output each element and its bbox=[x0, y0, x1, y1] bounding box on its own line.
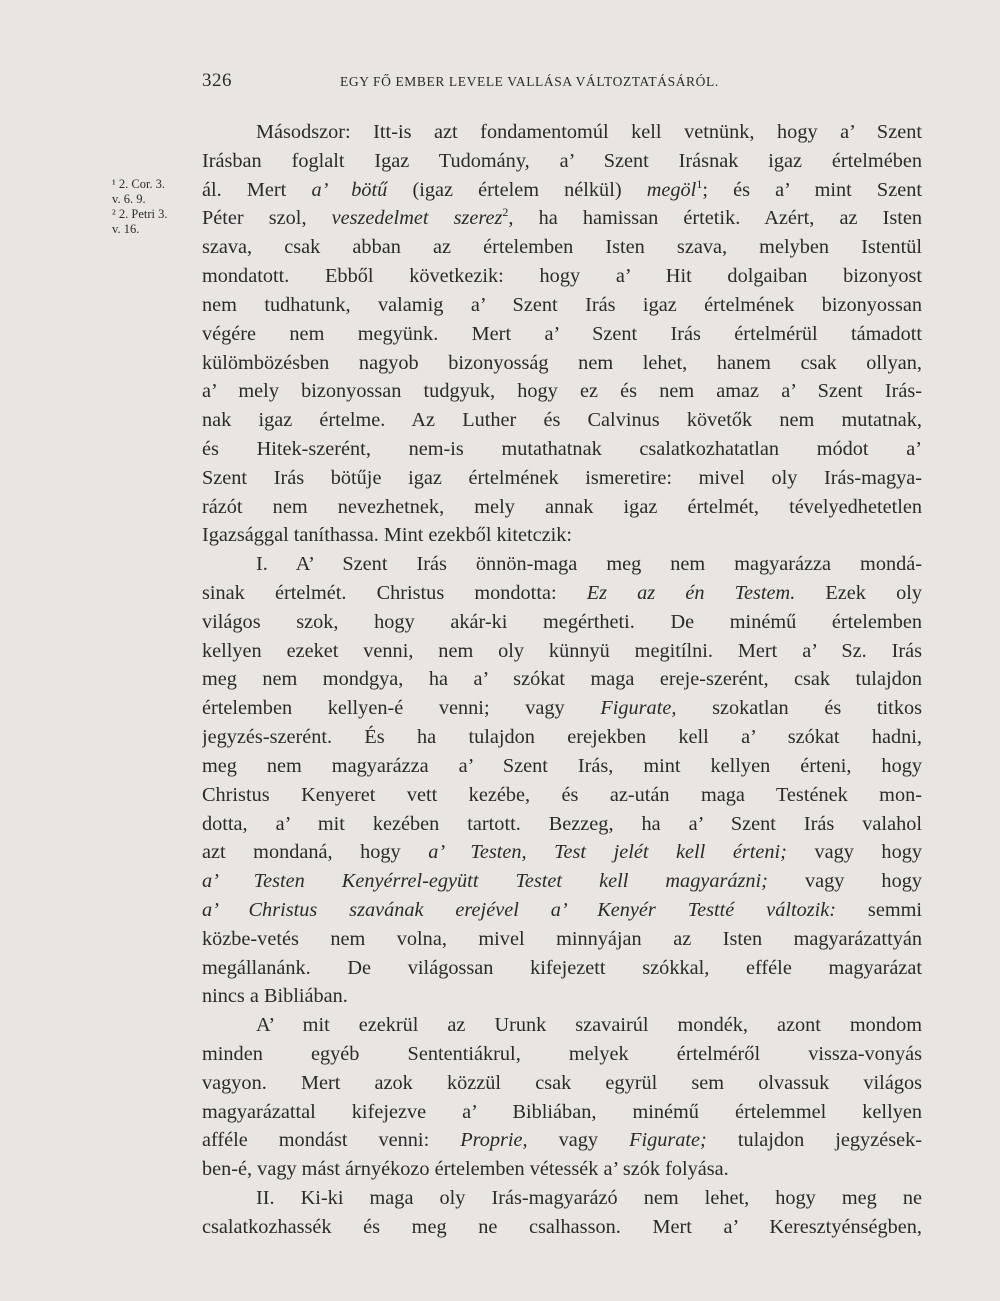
text-segment: I. A’ Szent Irás önnön-maga meg nem magyarázza mondá- bbox=[256, 553, 922, 576]
text-segment: A’ mit ezekrül az Urunk szavairúl mondék, azont mondom bbox=[256, 1014, 922, 1037]
text-segment: Figurate; bbox=[629, 1129, 707, 1152]
text-segment: , ha hamissan értetik. Azért, az Isten bbox=[508, 207, 922, 230]
text-line bbox=[202, 954, 922, 983]
text-line bbox=[202, 723, 922, 752]
text-segment: afféle mondást venni: bbox=[202, 1129, 461, 1152]
text-segment: semmi bbox=[836, 898, 922, 921]
text-line bbox=[202, 1126, 922, 1155]
text-segment: a’ Testen Kenyérrel-együtt Testet kell magyarázni; bbox=[202, 870, 768, 893]
text-line bbox=[202, 1011, 922, 1040]
text-segment: közbe-vetés nem volna, mivel minnyájan az Isten magyarázattyán bbox=[202, 927, 922, 950]
text-segment: II. Ki-ki maga oly Irás-magyarázó nem lehet, hogy meg ne bbox=[256, 1187, 922, 1210]
text-line bbox=[202, 406, 922, 435]
text-line bbox=[202, 493, 922, 522]
text-segment: Ezek oly bbox=[795, 582, 922, 604]
text-segment: szokatlan és titkos bbox=[676, 697, 922, 720]
text-segment: ; és a’ mint Szent bbox=[702, 178, 922, 201]
text-line bbox=[202, 925, 922, 954]
text-segment: nem tudhatunk, valamig a’ Szent Irás igaz értelmének bizonyossan bbox=[202, 293, 922, 316]
text-segment: meg nem magyarázza a’ Szent Irás, mint kellyen érteni, hogy bbox=[202, 754, 922, 777]
text-line bbox=[202, 320, 922, 349]
text-segment: jegyzés-szerént. És ha tulajdon erejekben kell a’ szókat hadni, bbox=[202, 726, 922, 749]
text-segment: a’ mely bizonyossan tudgyuk, hogy ez és nem amaz a’ Szent Irás- bbox=[202, 380, 922, 403]
text-segment: megöl bbox=[646, 178, 697, 201]
text-line bbox=[202, 349, 922, 378]
text-line bbox=[202, 637, 922, 666]
text-line bbox=[202, 1155, 922, 1184]
text-segment: és Hitek-szerént, nem-is mutathatnak csalatkozhatatlan módot a’ bbox=[202, 437, 922, 460]
text-line bbox=[202, 781, 922, 810]
text-line bbox=[202, 262, 922, 291]
text-segment: Péter szol, bbox=[202, 207, 332, 230]
text-line bbox=[202, 896, 922, 925]
text-segment: csalatkozhassék és meg ne csalhasson. Mert a’ Keresztyénségben, bbox=[202, 1215, 922, 1238]
text-line bbox=[202, 982, 922, 1011]
text-segment: Irásban foglalt Igaz Tudomány, a’ Szent Irásnak igaz értelmében bbox=[202, 149, 922, 172]
text-segment: meg nem mondgya, ha a’ szókat maga ereje-szerént, csak tulajdon bbox=[202, 668, 922, 691]
text-line bbox=[202, 233, 922, 262]
text-segment: mondatott. Ebből következik: hogy a’ Hit dolgaiban bizonyost bbox=[202, 265, 922, 288]
text-segment: megállanánk. De világossan kifejezett szókkal, efféle magyarázat bbox=[202, 956, 922, 979]
text-segment: (igaz értelem nélkül) bbox=[387, 178, 647, 201]
text-segment: minden egyéb Sententiákrul, melyek értelméről vissza-vonyás bbox=[202, 1043, 922, 1065]
text-segment: a’ Testen, Test jelét kell érteni; bbox=[428, 841, 787, 864]
running-head: EGY FŐ EMBER LEVELE VALLÁSA VÁLTOZTATÁSÁRÓL. bbox=[340, 74, 719, 89]
text-line bbox=[202, 608, 922, 637]
text-segment: Másodszor: Itt-is azt fondamentomúl kell vetnünk, hogy a’ Szent bbox=[256, 121, 922, 143]
text-segment: Christus Kenyeret vett kezébe, és az-után maga Testének mon- bbox=[202, 783, 922, 806]
text-segment: ben-é, vagy mást árnyékozo értelemben vétessék a’ szók folyása. bbox=[202, 1158, 729, 1181]
text-segment: azt mondaná, hogy bbox=[202, 841, 429, 864]
text-segment: külömbözésben nagyob bizonyosság nem lehet, hanem csak ollyan, bbox=[202, 351, 922, 374]
text-segment: vagy hogy bbox=[786, 841, 922, 864]
text-segment: végére nem megyünk. Mert a’ Szent Irás értelmérül támadott bbox=[202, 322, 922, 345]
margin-note: v. 16. bbox=[112, 222, 140, 236]
text-line bbox=[202, 665, 922, 694]
text-segment: vagy hogy bbox=[767, 870, 922, 893]
footnote-marker: 1 bbox=[696, 176, 703, 191]
text-line bbox=[202, 521, 922, 550]
text-line bbox=[202, 377, 922, 406]
text-segment: nak igaz értelme. Az Luther és Calvinus követők nem mutatnak, bbox=[202, 409, 922, 432]
text-segment: ál. Mert bbox=[202, 178, 312, 201]
text-segment: Figurate, bbox=[600, 697, 677, 720]
text-segment: magyarázattal kifejezve a’ Bibliában, minémű értelemmel kellyen bbox=[202, 1100, 922, 1123]
text-segment: dotta, a’ mit kezében tartott. Bezzeg, ha a’ Szent Irás valahol bbox=[202, 812, 922, 835]
body-text bbox=[202, 118, 922, 1242]
text-line bbox=[202, 1184, 922, 1213]
text-line bbox=[202, 694, 922, 723]
text-line bbox=[202, 147, 922, 176]
text-line bbox=[202, 118, 922, 147]
page-header bbox=[202, 70, 922, 96]
text-segment: Igazsággal taníthassa. Mint ezekből kitetczik: bbox=[202, 524, 573, 547]
page-number: 326 bbox=[202, 70, 232, 91]
text-segment: szava, csak abban az értelemben Isten szava, melyben Istentül bbox=[202, 236, 922, 259]
text-line bbox=[202, 1040, 922, 1069]
text-line bbox=[202, 204, 922, 233]
text-line bbox=[202, 464, 922, 493]
text-line bbox=[202, 1069, 922, 1098]
text-line bbox=[202, 1098, 922, 1127]
text-line bbox=[202, 867, 922, 896]
text-line bbox=[202, 810, 922, 839]
text-line bbox=[202, 838, 922, 867]
text-segment: sinak értelmét. Christus mondotta: bbox=[202, 582, 587, 604]
text-segment: veszedelmet szerez bbox=[331, 207, 503, 230]
margin-note: ² 2. Petri 3. bbox=[112, 207, 168, 221]
text-segment: kellyen ezeket venni, nem oly künnyü megitílni. Mert a’ Sz. Irás bbox=[202, 639, 922, 662]
text-line bbox=[202, 1213, 922, 1242]
text-line bbox=[202, 435, 922, 464]
text-segment: vagyon. Mert azok közzül csak egyrül sem olvassuk világos bbox=[202, 1071, 922, 1094]
text-segment: nincs a Bibliában. bbox=[202, 985, 348, 1008]
text-line bbox=[202, 291, 922, 320]
text-segment: a’ Christus szavának erejével a’ Kenyér Testté változik: bbox=[202, 898, 837, 921]
text-segment: Proprie, bbox=[460, 1129, 528, 1152]
margin-note: ¹ 2. Cor. 3. bbox=[112, 177, 166, 191]
text-line bbox=[202, 550, 922, 579]
text-segment: tulajdon jegyzések- bbox=[706, 1129, 922, 1152]
margin-note: v. 6. 9. bbox=[112, 192, 146, 206]
margin-notes bbox=[112, 177, 202, 237]
text-segment: Ez az én Testem. bbox=[586, 582, 796, 604]
text-segment: világos szok, hogy akár-ki megértheti. De minémű értelemben bbox=[202, 610, 922, 633]
text-segment: a’ bötű bbox=[311, 178, 388, 201]
text-segment: vagy bbox=[527, 1129, 630, 1152]
footnote-marker: 2 bbox=[502, 205, 509, 220]
text-line bbox=[202, 579, 922, 608]
text-line bbox=[202, 752, 922, 781]
text-segment: értelemben kellyen-é venni; vagy bbox=[202, 697, 601, 720]
text-segment: rázót nem nevezhetnek, mely annak igaz értelmét, tévelyedhetetlen bbox=[202, 495, 922, 518]
text-segment: Szent Irás bötűje igaz értelmének ismeretire: mivel oly Irás-magya- bbox=[202, 466, 922, 489]
text-line bbox=[202, 176, 922, 205]
